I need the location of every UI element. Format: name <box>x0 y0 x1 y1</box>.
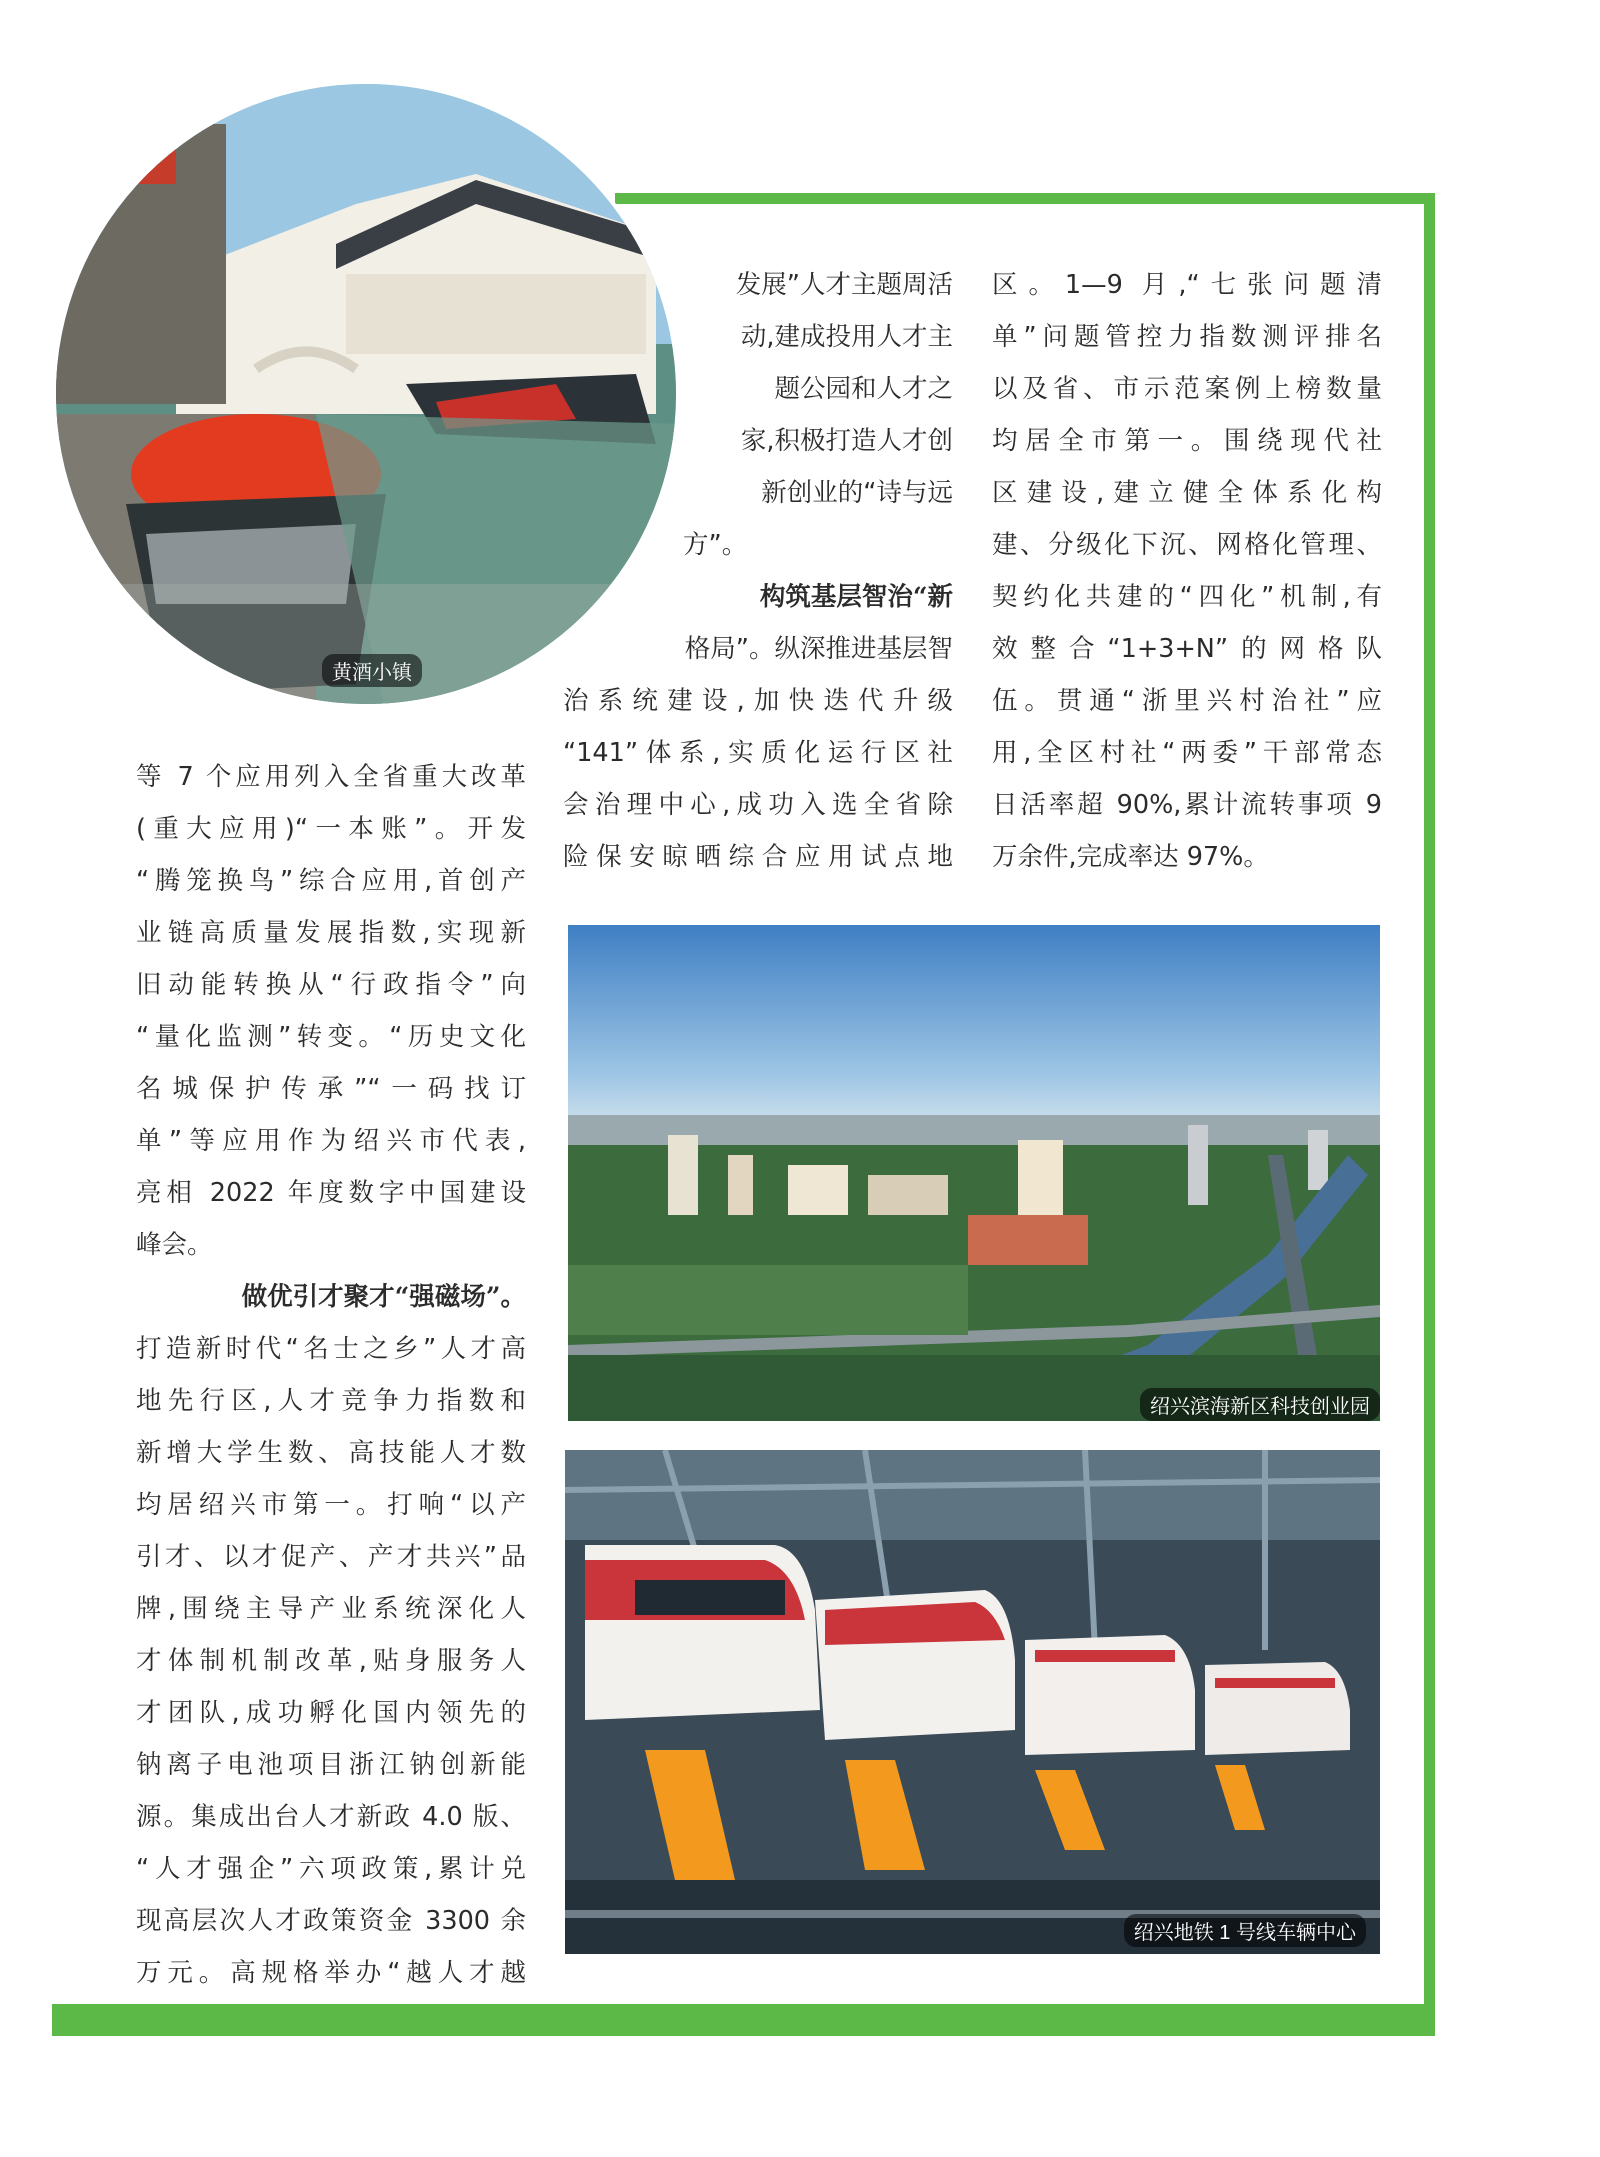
green-frame-top <box>615 193 1435 204</box>
text-line: 才团队,成功孵化国内领先的 <box>136 1698 526 1728</box>
text-line: (重大应用)“一本账”。开发 <box>136 814 526 844</box>
science-park-photo <box>568 925 1380 1421</box>
text-line: 伍。贯通“浙里兴村治社”应 <box>992 686 1382 716</box>
text-line: 均居绍兴市第一。打响“以产 <box>136 1490 526 1520</box>
text-line: 方”。 <box>683 530 748 560</box>
middle-text-column <box>563 259 953 883</box>
section-heading: 构筑基层智治“新 <box>759 582 953 612</box>
text-line: “141”体系,实质化运行区社 <box>563 738 953 768</box>
text-line: 打造新时代“名士之乡”人才高 <box>136 1334 526 1364</box>
text-line: 钠离子电池项目浙江钠创新能 <box>136 1750 526 1780</box>
text-line: “腾笼换鸟”综合应用,首创产 <box>136 866 526 896</box>
text-line: 业链高质量发展指数,实现新 <box>136 918 526 948</box>
text-line: 区。1—9 月,“七张问题清 <box>992 270 1382 300</box>
green-frame-right <box>1424 193 1435 2036</box>
text-line: 源。集成出台人才新政 4.0 版、 <box>136 1802 526 1832</box>
metro-depot-photo <box>565 1450 1380 1954</box>
text-line: 区建设,建立健全体系化构 <box>992 478 1382 508</box>
text-line: “人才强企”六项政策,累计兑 <box>136 1854 526 1884</box>
text-line: 契约化共建的“四化”机制,有 <box>992 582 1382 612</box>
text-line: 地先行区,人才竞争力指数和 <box>136 1386 526 1416</box>
text-line: 现高层次人才政策资金 3300 余 <box>136 1906 526 1936</box>
text-line: 单”问题管控力指数测评排名 <box>992 322 1382 352</box>
text-line: 新增大学生数、高技能人才数 <box>136 1438 526 1468</box>
text-line: 引才、以才促产、产才共兴”品 <box>136 1542 526 1572</box>
text-line: 名城保护传承”“一码找订 <box>136 1074 526 1104</box>
text-line: 会治理中心,成功入选全省除 <box>563 790 953 820</box>
left-text-column <box>136 751 526 1999</box>
text-line: 发展”人才主题周活 <box>735 270 953 300</box>
text-line: 新创业的“诗与远 <box>761 478 953 508</box>
text-line: 以及省、市示范案例上榜数量 <box>992 374 1382 404</box>
text-line: 题公园和人才之 <box>774 374 953 404</box>
text-line: 等 7 个应用列入全省重大改革 <box>136 762 526 792</box>
section-heading: 做优引才聚才“强磁场”。 <box>241 1282 526 1312</box>
text-line: 家,积极打造人才创 <box>740 426 953 456</box>
text-line: 旧动能转换从“行政指令”向 <box>136 970 526 1000</box>
text-line: “量化监测”转变。“历史文化 <box>136 1022 526 1052</box>
text-line: 险保安晾晒综合应用试点地 <box>563 842 953 872</box>
text-line: 均居全市第一。围绕现代社 <box>992 426 1382 456</box>
text-line: 动,建成投用人才主 <box>740 322 953 352</box>
right-text-column <box>992 259 1382 883</box>
text-line: 万余件,完成率达 97%。 <box>992 842 1269 872</box>
text-line: 日活率超 90%,累计流转事项 9 <box>992 790 1382 820</box>
science-park-caption: 绍兴滨海新区科技创业园 <box>1140 1388 1380 1421</box>
text-line: 治系统建设,加快迭代升级 <box>563 686 953 716</box>
text-line: 建、分级化下沉、网格化管理、 <box>992 530 1382 560</box>
text-line: 牌,围绕主导产业系统深化人 <box>136 1594 526 1624</box>
green-frame-bottom <box>52 2004 1435 2036</box>
text-line: 万元。高规格举办“越人才越 <box>136 1958 526 1988</box>
town-photo-caption: 黄酒小镇 <box>322 654 422 687</box>
text-line: 效整合“1+3+N”的网格队 <box>992 634 1382 664</box>
text-line: 用,全区村社“两委”干部常态 <box>992 738 1382 768</box>
metro-depot-caption: 绍兴地铁 1 号线车辆中心 <box>1124 1914 1366 1947</box>
text-line: 单”等应用作为绍兴市代表, <box>136 1126 526 1156</box>
text-line: 亮相 2022 年度数字中国建设 <box>136 1178 526 1208</box>
text-line: 格局”。纵深推进基层智 <box>684 634 953 664</box>
text-line: 才体制机制改革,贴身服务人 <box>136 1646 526 1676</box>
text-line: 峰会。 <box>136 1230 213 1260</box>
